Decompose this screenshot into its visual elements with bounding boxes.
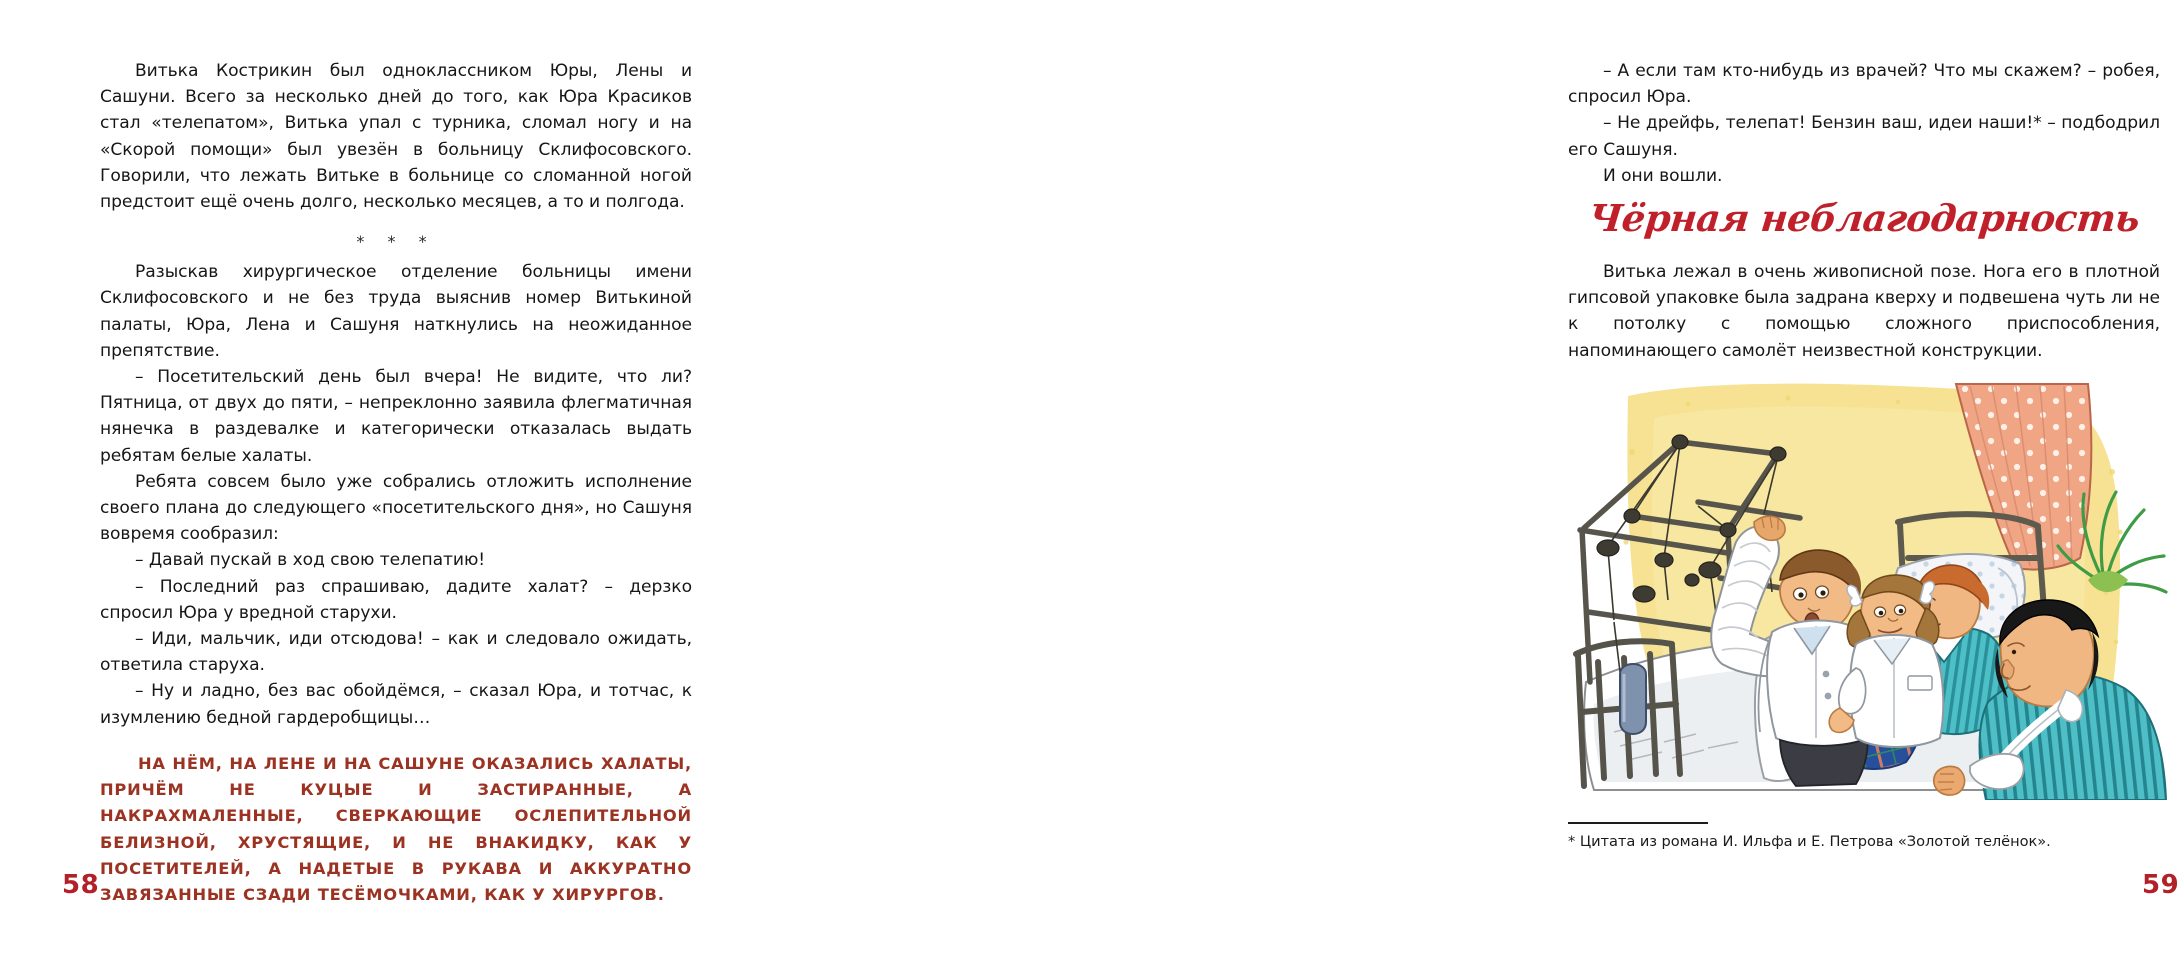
paragraph: – Посетительский день был вчера! Не видите, что ли? Пятница, от двух до пяти, – непреклонно заявила флегматичная нянечка в раздевалке и категорически отказалась выдать ребятам белые халаты.	[100, 367, 692, 466]
page-number-right: 59	[2142, 870, 2179, 900]
paragraph: Витька лежал в очень живописной позе. Нога его в плотной гипсовой упаковке была задрана кверху и подвешена чуть ли не к потолку с помощью сложного приспособления, напоминающего самолёт неизвестной конструкции.	[1568, 262, 2160, 361]
hospital-room-illustration	[1568, 382, 2168, 800]
footnote	[1568, 822, 2160, 852]
footnote-text: * Цитата из романа И. Ильфа и Е. Петрова «Золотой телёнок».	[1568, 832, 2051, 850]
right-column-text	[1568, 58, 2160, 364]
spacer	[100, 731, 692, 751]
page-number-left: 58	[62, 870, 100, 900]
paragraph: – А если там кто-нибудь из врачей? Что мы скажем? – робея, спросил Юра.	[1568, 61, 2160, 108]
paragraph: – Иди, мальчик, иди отсюдова! – как и следовало ожидать, ответила старуха.	[100, 629, 692, 676]
chapter-heading: Чёрная неблагодарность	[1586, 196, 2142, 241]
paragraph: – Давай пускай в ход свою телепатию!	[135, 550, 486, 571]
section-break-asterisks: * * *	[356, 232, 436, 252]
paragraph: Ребята совсем было уже собрались отложить исполнение своего плана до следующего «посетительского дня», но Сашуня вовремя сообразил:	[100, 471, 692, 545]
paragraph: Разыскав хирургическое отделение больницы имени Склифосовского и не без труда выяснив номер Витькиной палаты, Юра, Лена и Сашуня наткнулись на неожиданное препятствие.	[100, 262, 692, 361]
paragraph: Витька Кострикин был одноклассником Юры, Лены и Сашуни. Всего за несколько дней до того, как Юра Красиков стал «телепатом», Витька упал с турника, сломал ногу и на «Скорой помощи» был увезён в больницу Склифосовского. Говорили, что лежать Витьке в больнице со сломанной ногой предстоит ещё очень долго, несколько месяцев, а то и полгода.	[100, 61, 692, 213]
paragraph: – Последний раз спрашиваю, дадите халат? – дерзко спросил Юра у вредной старухи.	[100, 576, 692, 623]
paragraph: – Не дрейфь, телепат! Бензин ваш, идеи наши!* – подбодрил его Сашуня.	[1568, 113, 2160, 160]
left-column-text	[100, 58, 692, 909]
telepathy-caps-block: НА НЁМ, НА ЛЕНЕ И НА САШУНЕ ОКАЗАЛИСЬ ХАЛАТЫ, ПРИЧЁМ НЕ КУЦЫЕ И ЗАСТИРАННЫЕ, А НАКРАХМАЛЕННЫЕ, СВЕРКАЮЩИЕ ОСЛЕПИТЕЛЬНОЙ БЕЛИЗНОЙ, ХРУСТЯЩИЕ, И НЕ ВНАКИДКУ, КАК У ПОСЕТИТЕЛЕЙ, А НАДЕТЫЕ В РУКАВА И АККУРАТНО ЗАВЯЗАННЫЕ СЗАДИ ТЕСЁМОЧКАМИ, КАК У ХИРУРГОВ.	[100, 753, 692, 905]
page-left	[0, 0, 749, 960]
paragraph: – Ну и ладно, без вас обойдёмся, – сказал Юра, и тотчас, к изумлению бедной гардеробщицы…	[100, 681, 692, 728]
paragraph: И они вошли.	[1603, 165, 1723, 186]
page-right	[750, 0, 2179, 960]
footnote-rule	[1568, 822, 1708, 824]
